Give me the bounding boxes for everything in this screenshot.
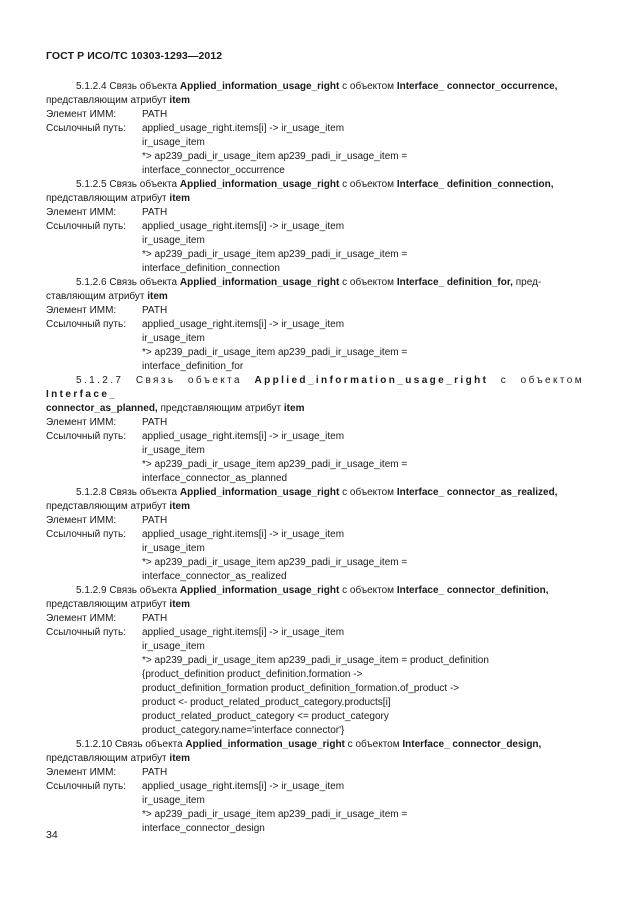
path-line: {product_definition product_definition.formation -> (142, 669, 363, 680)
attribute-name: item (169, 193, 190, 204)
heading-text: Связь объекта (106, 487, 180, 498)
path-line: *> ap239_padi_ir_usage_item ap239_padi_ir_usage_item = (142, 809, 408, 820)
path-line: interface_connector_design (142, 823, 265, 834)
section-heading (46, 374, 584, 402)
section-number: 5.1.2.9 (76, 585, 107, 596)
path-line: applied_usage_right.items[i] -> ir_usage_item (142, 221, 345, 232)
path-line: applied_usage_right.items[i] -> ir_usage_item (142, 781, 345, 792)
section-5-1-2-7 (46, 374, 584, 486)
refpath-label: Ссылочный путь: (46, 431, 126, 442)
path-line: *> ap239_padi_ir_usage_item ap239_padi_ir_usage_item = (142, 557, 408, 568)
page-number: 34 (46, 829, 58, 841)
path-line: interface_connector_as_planned (142, 473, 288, 484)
heading-text: представляющим атрибут (46, 599, 170, 610)
heading-text: Связь объекта (106, 81, 180, 92)
attribute-name: item (169, 501, 190, 512)
heading-text: представляющим атрибут (46, 193, 170, 204)
heading-text: с объектом (339, 81, 397, 92)
path-line: product_definition_formation product_definition_formation.of_product -> (142, 683, 460, 694)
element-value: PATH (142, 515, 168, 526)
entity-name: Applied_information_usage_right (179, 179, 340, 190)
element-value: PATH (142, 207, 168, 218)
path-line: product_related_product_category <= product_category (142, 711, 389, 722)
section-heading (46, 584, 584, 612)
entity-name: Applied_information_usage_right (185, 739, 345, 750)
section-5-1-2-6 (46, 276, 584, 374)
heading-text: пред- (512, 277, 542, 288)
path-line: applied_usage_right.items[i] -> ir_usage_item (142, 123, 345, 134)
section-5-1-2-10 (46, 738, 584, 836)
entity-name: Applied_information_usage_right (254, 375, 489, 386)
element-label: Элемент ИММ: (46, 109, 117, 120)
heading-text: с объектом (488, 375, 584, 386)
path-line: ir_usage_item (142, 137, 205, 148)
section-5-1-2-4 (46, 80, 584, 178)
element-value: PATH (142, 613, 168, 624)
section-heading-cont (46, 402, 584, 416)
path-line: applied_usage_right.items[i] -> ir_usage_item (142, 431, 345, 442)
element-row (46, 416, 584, 430)
element-value: PATH (142, 109, 168, 120)
path-line: interface_definition_connection (142, 263, 280, 274)
heading-text: Связь объекта (106, 179, 180, 190)
heading-text: представляющим атрибут (46, 501, 170, 512)
section-heading (46, 178, 584, 206)
target-entity: Interface_ connector_design, (402, 739, 542, 750)
target-entity: Interface_ connector_occurrence, (396, 81, 558, 92)
path-line: *> ap239_padi_ir_usage_item ap239_padi_ir_usage_item = (142, 249, 408, 260)
attribute-name: item (169, 599, 190, 610)
target-entity: connector_as_planned, (46, 403, 158, 414)
element-row (46, 108, 584, 122)
section-number: 5.1.2.8 (76, 487, 107, 498)
path-line: ir_usage_item (142, 235, 205, 246)
heading-text: Связь объекта (112, 739, 186, 750)
entity-name: Applied_information_usage_right (179, 585, 340, 596)
section-heading (46, 276, 584, 304)
refpath-row (46, 122, 584, 136)
heading-text: Связь объекта (106, 277, 180, 288)
element-label: Элемент ИММ: (46, 305, 117, 316)
element-value: PATH (142, 767, 168, 778)
attribute-name: item (169, 95, 190, 106)
refpath-label: Ссылочный путь: (46, 627, 126, 638)
attribute-name: item (147, 291, 168, 302)
heading-text: Связь объекта (106, 585, 180, 596)
element-label: Элемент ИММ: (46, 515, 117, 526)
element-label: Элемент ИММ: (46, 417, 117, 428)
path-line: applied_usage_right.items[i] -> ir_usage_item (142, 529, 345, 540)
document-body (46, 80, 584, 836)
path-line: ir_usage_item (142, 445, 205, 456)
section-5-1-2-9 (46, 584, 584, 738)
element-row (46, 206, 584, 220)
path-line: *> ap239_padi_ir_usage_item ap239_padi_ir_usage_item = (142, 459, 408, 470)
refpath-row (46, 430, 584, 444)
refpath-label: Ссылочный путь: (46, 781, 126, 792)
element-row (46, 612, 584, 626)
path-line: ir_usage_item (142, 795, 205, 806)
path-line: applied_usage_right.items[i] -> ir_usage_item (142, 319, 345, 330)
refpath-label: Ссылочный путь: (46, 529, 126, 540)
element-label: Элемент ИММ: (46, 767, 117, 778)
heading-text: представляющим атрибут (46, 753, 170, 764)
path-line: interface_connector_as_realized (142, 571, 287, 582)
path-line: ir_usage_item (142, 543, 205, 554)
section-number: 5.1.2.5 (76, 179, 107, 190)
heading-text: с объектом (339, 277, 397, 288)
refpath-label: Ссылочный путь: (46, 221, 126, 232)
path-line: *> ap239_padi_ir_usage_item ap239_padi_ir_usage_item = (142, 347, 408, 358)
section-number: 5.1.2.10 (76, 739, 113, 750)
path-line: ir_usage_item (142, 641, 205, 652)
document-header: ГОСТ Р ИСО/ТС 10303-1293—2012 (46, 50, 223, 62)
section-number: 5.1.2.6 (76, 277, 107, 288)
element-label: Элемент ИММ: (46, 207, 117, 218)
element-row (46, 766, 584, 780)
path-line: product_category.name='interface connector'} (142, 725, 345, 736)
attribute-name: item (283, 403, 305, 414)
section-heading (46, 80, 584, 108)
path-line: interface_definition_for (142, 361, 244, 372)
element-value: PATH (142, 305, 168, 316)
entity-name: Applied_information_usage_right (179, 277, 340, 288)
element-value: PATH (142, 417, 168, 428)
attribute-name: item (169, 753, 190, 764)
target-entity: Interface_ definition_connection, (396, 179, 554, 190)
heading-text: ставляющим атрибут (46, 291, 148, 302)
element-row (46, 514, 584, 528)
path-line: interface_connector_occurrence (142, 165, 285, 176)
path-line: *> ap239_padi_ir_usage_item ap239_padi_ir_usage_item = product_definition (142, 655, 489, 666)
target-entity: Interface_ connector_definition, (396, 585, 549, 596)
path-line: ir_usage_item (142, 333, 205, 344)
element-row (46, 304, 584, 318)
path-line: *> ap239_padi_ir_usage_item ap239_padi_ir_usage_item = (142, 151, 408, 162)
heading-text: с объектом (339, 585, 397, 596)
refpath-row (46, 220, 584, 234)
target-entity: Interface_ connector_as_realized, (396, 487, 558, 498)
section-5-1-2-8 (46, 486, 584, 584)
refpath-row (46, 626, 584, 640)
heading-text: с объектом (339, 179, 397, 190)
heading-text: представляющим атрибут (157, 403, 284, 414)
refpath-row (46, 318, 584, 332)
element-label: Элемент ИММ: (46, 613, 117, 624)
target-entity: Interface_ definition_for, (396, 277, 513, 288)
path-line: product <- product_related_product_category.products[i] (142, 697, 391, 708)
refpath-row (46, 528, 584, 542)
entity-name: Applied_information_usage_right (179, 487, 340, 498)
refpath-row (46, 780, 584, 794)
target-entity: Interface_ (46, 389, 118, 400)
refpath-label: Ссылочный путь: (46, 123, 126, 134)
section-heading (46, 486, 584, 514)
heading-text: представляющим атрибут (46, 95, 170, 106)
section-heading (46, 738, 584, 766)
entity-name: Applied_information_usage_right (179, 81, 340, 92)
heading-text: с объектом (344, 739, 403, 750)
path-line: applied_usage_right.items[i] -> ir_usage_item (142, 627, 345, 638)
section-number: 5.1.2.4 (76, 81, 107, 92)
heading-text: Связь объекта (123, 375, 255, 386)
section-5-1-2-5 (46, 178, 584, 276)
refpath-label: Ссылочный путь: (46, 319, 126, 330)
heading-text: с объектом (339, 487, 397, 498)
section-number: 5.1.2.7 (76, 375, 124, 386)
